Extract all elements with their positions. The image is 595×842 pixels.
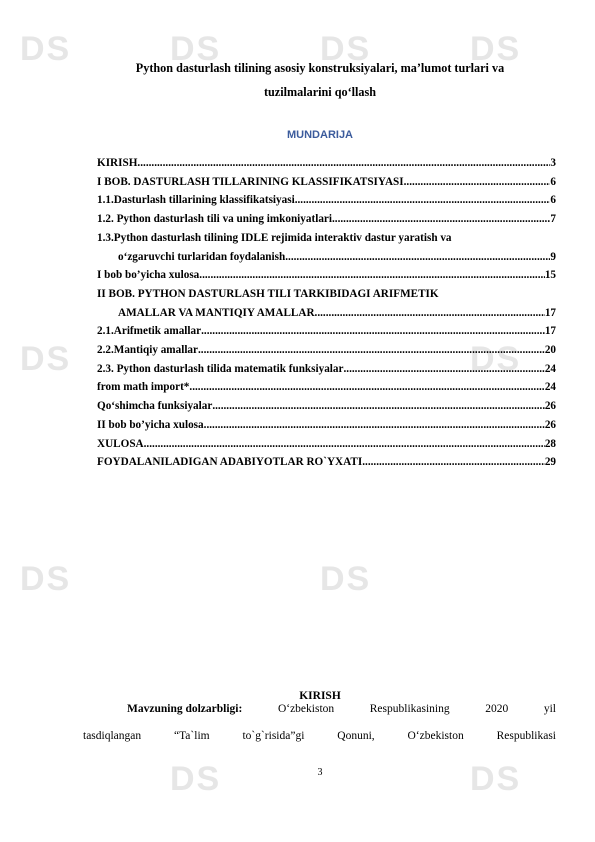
- word: O‘zbekiston: [407, 730, 464, 742]
- watermark: DS: [320, 30, 372, 68]
- toc-entry-chapter-2-line-2[interactable]: AMALLAR VA MANTIQIY AMALLAR ..... 17: [97, 304, 556, 323]
- toc-entry-chapter-1[interactable]: I BOB. DASTURLASH TILLARINING KLASSIFIKATSIYASI ..... 6: [97, 173, 556, 192]
- toc-entry-xulosa[interactable]: XULOSA ..... 28: [97, 435, 556, 454]
- word: tasdiqlangan: [83, 730, 142, 742]
- watermark: DS: [470, 340, 522, 378]
- toc-heading: MUNDARIJA: [287, 129, 353, 141]
- toc-entry-qoshimcha-funksiyalar[interactable]: Qo‘shimcha funksiyalar ..... 26: [97, 397, 556, 416]
- title-line-1: Python dasturlash tilining asosiy konstruksiyalari, ma’lumot turlari va: [135, 61, 505, 75]
- title-line-2: tuzilmalarini qo‘llash: [263, 85, 377, 99]
- word: Qonuni,: [337, 730, 375, 742]
- word: Respublikasining: [369, 703, 450, 715]
- toc-entry-chapter-1-summary[interactable]: I bob bo’yicha xulosa ..... 15: [97, 266, 556, 285]
- section-heading: KIRISH: [299, 690, 341, 702]
- toc-entry-2-3[interactable]: 2.3. Python dasturlash tilida matematik funksiyalar ..... 24: [97, 360, 556, 379]
- toc-entry-1-3-line-2[interactable]: o‘zgaruvchi turlaridan foydalanish ..... 9: [97, 248, 556, 267]
- paragraph-line-2: [83, 730, 556, 742]
- word: O‘zbekiston: [277, 703, 335, 715]
- word: “Ta`lim: [173, 730, 210, 742]
- word: Respublikasi: [496, 730, 556, 742]
- toc-entry-1-2[interactable]: 1.2. Python dasturlash tili va uning imkoniyatlari ..... 7: [97, 210, 556, 229]
- word: to`g`risida”gi: [242, 730, 305, 742]
- watermark: DS: [20, 560, 72, 598]
- table-of-contents: [97, 154, 556, 472]
- word: yil: [543, 703, 556, 715]
- watermark: DS: [170, 30, 222, 68]
- watermark: DS: [320, 560, 372, 598]
- watermark: DS: [470, 30, 522, 68]
- watermark: DS: [470, 760, 522, 798]
- toc-entry-2-2[interactable]: 2.2.Mantiqiy amallar ..... 20: [97, 341, 556, 360]
- toc-entry-chapter-2-summary[interactable]: II bob bo’yicha xulosa ..... 26: [97, 416, 556, 435]
- toc-entry-1-1[interactable]: 1.1.Dasturlash tillarining klassifikatsiyasi ..... 6: [97, 191, 556, 210]
- toc-entry-kirish[interactable]: KIRISH ..... 3: [97, 154, 556, 173]
- watermark: DS: [170, 760, 222, 798]
- watermark: DS: [20, 340, 72, 378]
- page-number: 3: [317, 767, 323, 778]
- toc-entry-adabiyotlar[interactable]: FOYDALANILADIGAN ADABIYOTLAR RO`YXATI ..... 29: [97, 453, 556, 472]
- toc-entry-1-3-line-1[interactable]: 1.3.Python dasturlash tilining IDLE rejimida interaktiv dastur yaratish va: [97, 231, 452, 244]
- toc-entry-from-math-import[interactable]: from math import* ..... 24: [97, 378, 556, 397]
- toc-entry-2-1[interactable]: 2.1.Arifmetik amallar ..... 17: [97, 322, 556, 341]
- watermark: DS: [20, 30, 72, 68]
- word: 2020: [485, 703, 509, 715]
- paragraph-bold-lead: Mavzuning dolzarbligi:: [127, 703, 243, 715]
- toc-entry-chapter-2-line-1[interactable]: II BOB. PYTHON DASTURLASH TILI TARKIBIDAGI ARIFMETIK: [97, 287, 439, 300]
- paragraph-line-1: [83, 703, 556, 715]
- document-title: [100, 56, 540, 104]
